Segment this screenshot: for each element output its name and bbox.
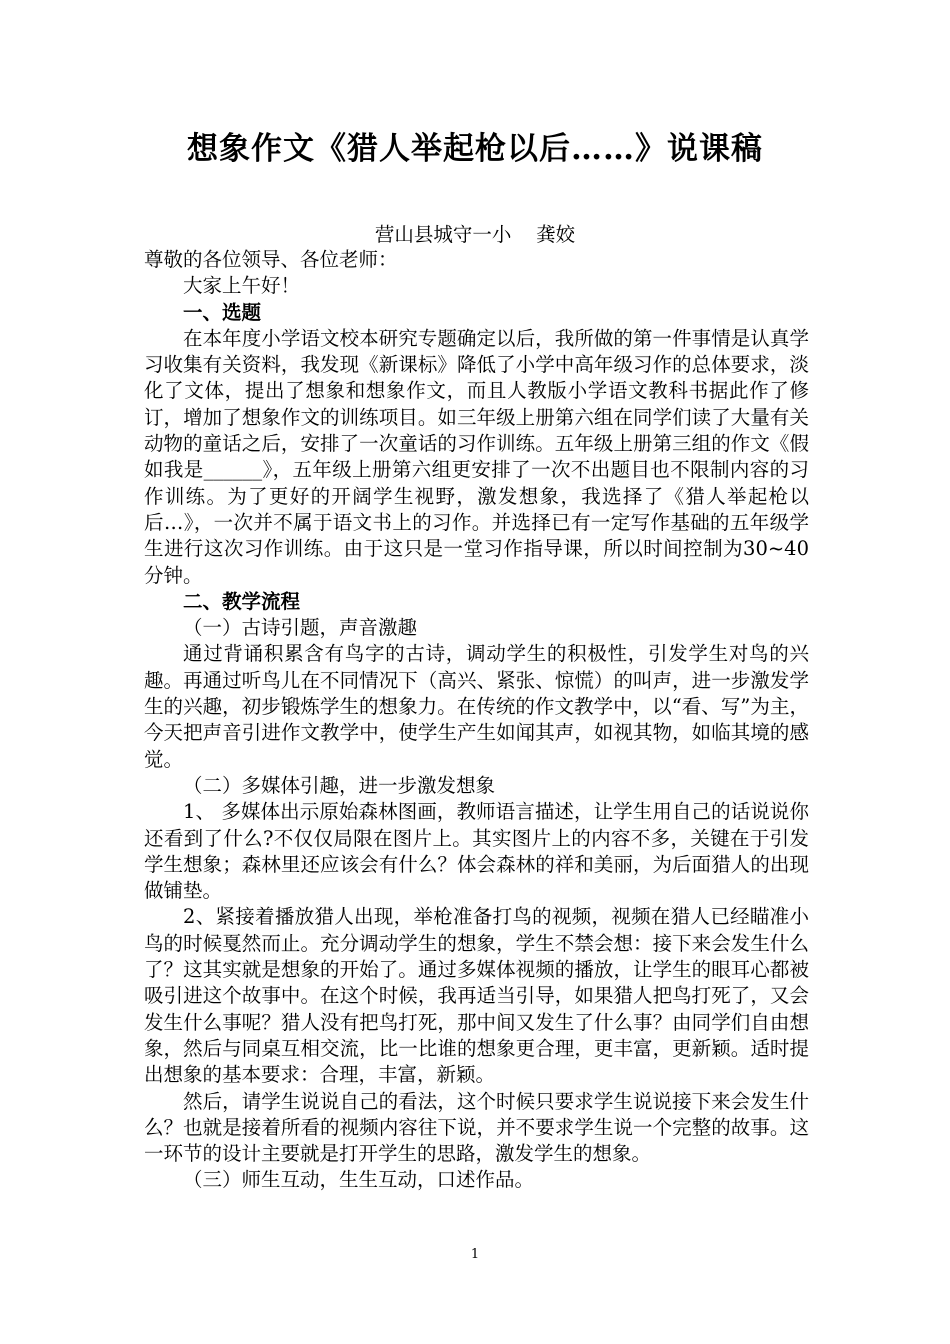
section-heading-topic: 一、选题 — [183, 300, 262, 324]
author-line: 营山县城守一小 龚姣 — [374, 223, 576, 246]
subheading-2: （二）多媒体引趣，进一步激发想象 — [183, 773, 496, 797]
paragraph-2-1: 1、 多媒体出示原始森林图画，教师语言描述，让学生用自己的话说说你还看到了什么?不仅仅局限在图片上。其实图片上的内容不多，关键在于引发学生想象；森林里还应该会有什么？体会森林的祥和美丽，为后面猎人的出现做铺垫。 — [144, 800, 809, 903]
document-title: 想象作文《猎人举起枪以后……》说课稿 — [187, 131, 763, 167]
paragraph-topic: 在本年度小学语文校本研究专题确定以后，我所做的第一件事情是认真学习收集有关资料，我发现《新课标》降低了小学中高年级习作的总体要求，淡化了文体，提出了想象和想象作文，而且人教版小学语文教科书据此作了修订，增加了想象作文的训练项目。如三年级上册第六组在同学们读了大量有关动物的童话之后，安排了一次童话的习作训练。五年级上册第三组的作文《假如我是______》，五年级上册第六组更安排了一次不出题目也不限制内容的习作训练。为了更好的开阔学生视野，激发想象，我选择了《猎人举起枪以后…》，一次并不属于语文书上的习作。并选择已有一定写作基础的五年级学生进行这次习作训练。由于这只是一堂习作指导课，所以时间控制为30~40分钟。 — [144, 326, 809, 587]
paragraph-2-2: 2、紧接着播放猎人出现，举枪准备打鸟的视频，视频在猎人已经瞄准小鸟的时候戛然而止。充分调动学生的想象，学生不禁会想：接下来会发生什么了？这其实就是想象的开始了。通过多媒体视频的播放，让学生的眼耳心都被吸引进这个故事中。在这个时候，我再适当引导，如果猎人把鸟打死了，又会发生什么事呢？猎人没有把鸟打死，那中间又发生了什么事？由同学们自由想象，然后与同桌互相交流，比一比谁的想象更合理，更丰富，更新颖。适时提出想象的基本要求：合理，丰富，新颖。 — [144, 905, 809, 1087]
subheading-3: （三）师生互动，生生互动，口述作品。 — [183, 1168, 535, 1192]
page-number: 1 — [470, 1247, 480, 1262]
document-body — [144, 247, 809, 1194]
paragraph-2-3: 然后，请学生说说自己的看法，这个时候只要求学生说说接下来会发生什么？也就是接着所看的视频内容往下说，并不要求学生说一个完整的故事。这一环节的设计主要就是打开学生的思路，激发学生的想象。 — [144, 1089, 809, 1166]
paragraph-1: 通过背诵积累含有鸟字的古诗，调动学生的积极性，引发学生对鸟的兴趣。再通过听鸟儿在不同情况下（高兴、紧张、惊慌）的叫声，进一步激发学生的兴趣，初步锻炼学生的想象力。在传统的作文教学中，以“看、写”为主，今天把声音引进作文教学中，使学生产生如闻其声，如视其物，如临其境的感觉。 — [144, 642, 809, 771]
salutation: 尊敬的各位领导、各位老师： — [144, 248, 398, 271]
greeting: 大家上午好！ — [183, 274, 301, 298]
subheading-1: （一）古诗引题，声音激趣 — [183, 616, 418, 640]
section-heading-process: 二、教学流程 — [183, 589, 301, 613]
